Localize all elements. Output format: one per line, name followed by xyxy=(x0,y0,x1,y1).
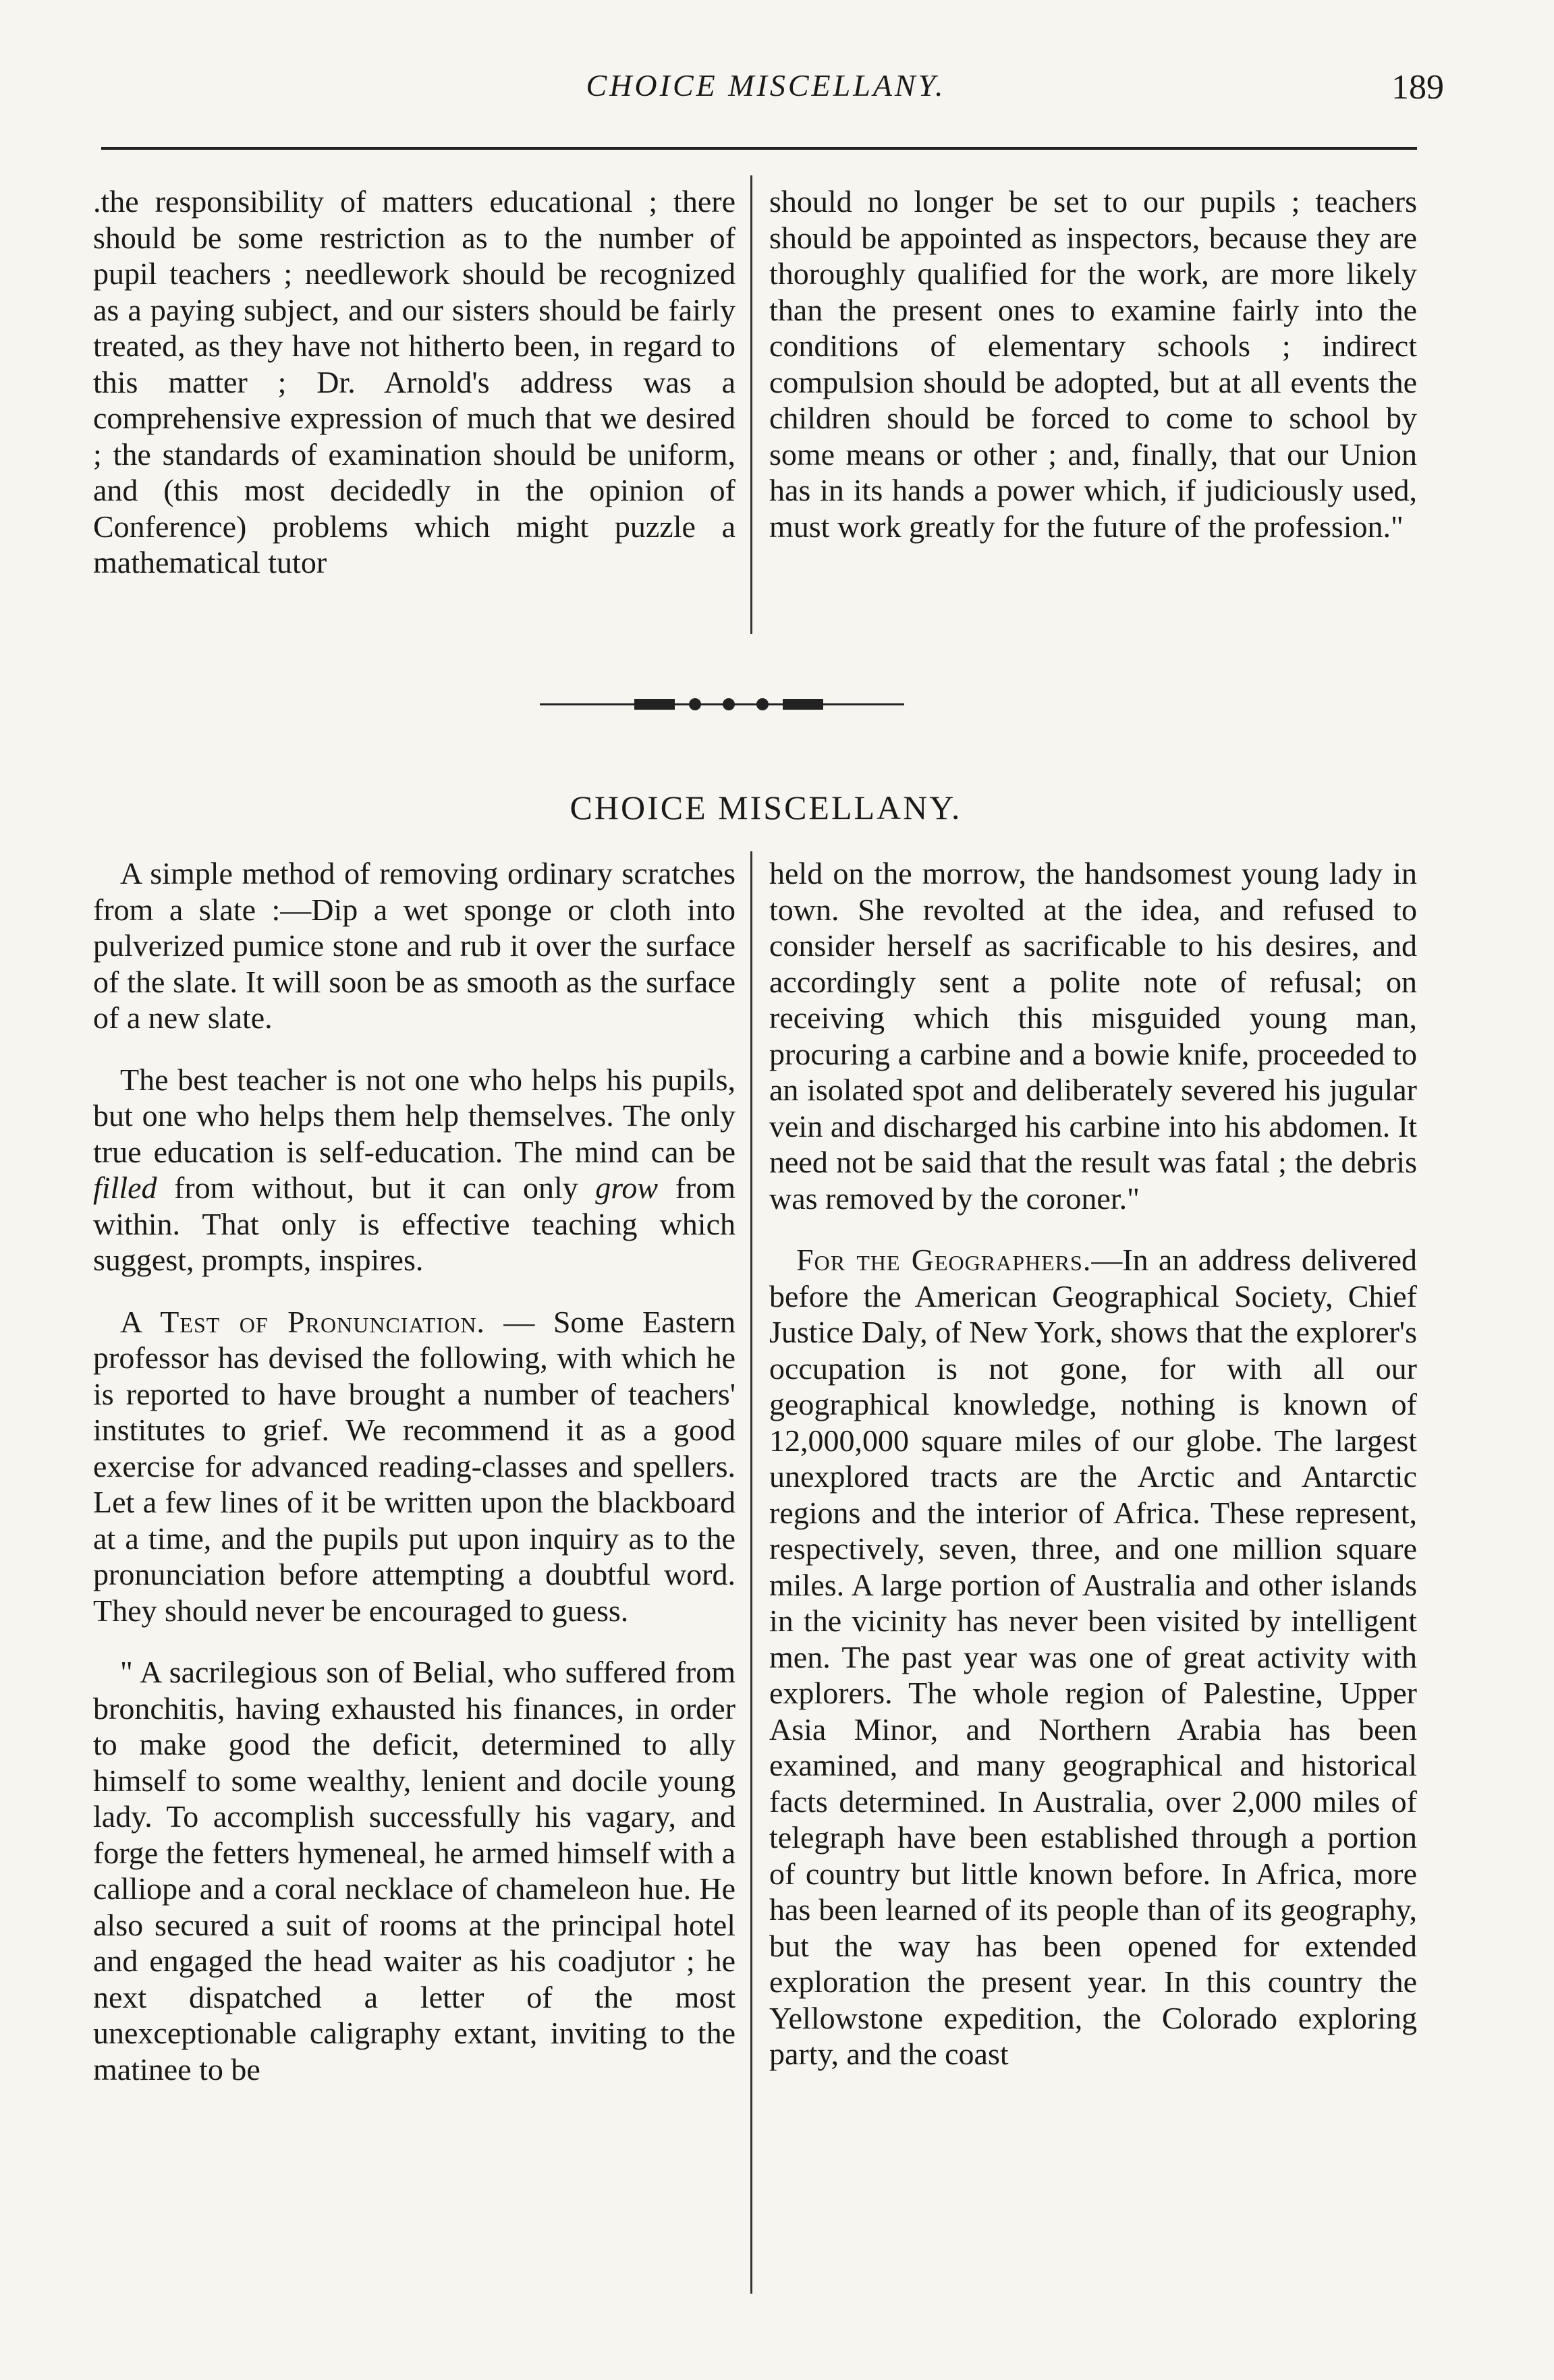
paragraph-slate: A simple method of removing ordinary scratches from a slate :—Dip a wet sponge or cloth into pulverized pumice stone and rub it over the surface of the slate. It will soon be as smooth as the surface of a new slate. xyxy=(93,856,736,1035)
paragraph-best-teacher xyxy=(93,1062,736,1278)
ornament-divider xyxy=(533,691,911,718)
header-rule xyxy=(101,147,1417,150)
bottom-left-column xyxy=(93,855,736,2113)
column-divider-top xyxy=(750,175,752,634)
text-segment: The best teacher is not one who helps his pupils, but one who helps them help themselves. The only true education is self-education. The mind can be xyxy=(93,1062,736,1169)
top-left-text: .the responsibility of matters educational ; there should be some restriction as to the number of pupil teachers ; needlework should be recognized as a paying subject, and our sisters should be fairly treated, as they have not hitherto been, in regard to this matter ; Dr. Arnold's address was a comprehensive expression of much that we desired ; the standards of examination should be uniform, and (this most decidedly in the opinion of Conference) problems which might puzzle a mathematical tutor xyxy=(93,184,736,579)
running-head xyxy=(88,67,1444,128)
page-number: 189 xyxy=(1391,68,1444,107)
paragraph-geographers xyxy=(769,1242,1417,2072)
running-title: CHOICE MISCELLANY. xyxy=(586,68,946,103)
top-left-column xyxy=(93,183,736,581)
paragraph-sacrilegious: " A sacrilegious son of Belial, who suffered from bronchitis, having exhausted his finances, in order to make good the deficit, determined to ally himself to some wealthy, lenient and docile young lady. To accomplish successfully his vagary, and forge the fetters hymeneal, he armed himself with a calliope and a coral necklace of chameleon hue. He also secured a suit of rooms at the principal hotel and engaged the head waiter as his coadjutor ; he next dispatched a letter of the most unexceptionable caligraphy extant, inviting to the matinee to be xyxy=(93,1655,736,2087)
text-segment: from without, but it can only xyxy=(157,1170,596,1205)
text-segment: from within. That only is effective teaching which suggest, prompts, inspires. xyxy=(93,1170,736,1277)
section-title: CHOICE MISCELLANY. xyxy=(570,789,962,826)
paragraph-pronunciation xyxy=(93,1304,736,1629)
bottom-right-column xyxy=(769,855,1417,2098)
top-right-text: should no longer be set to our pupils ; teachers should be appointed as inspectors, because they are thoroughly qualified for the work, are more likely than the present ones to examine fairly into the conditions of elementary schools ; indirect compulsion should be adopted, but at all events the children should be forced to come to school by some means or other ; and, finally, that our Union has in its hands a power which, if judiciously used, must work greatly for the future of the profession." xyxy=(769,184,1417,544)
top-right-column xyxy=(769,183,1417,544)
heading-for-the-geographers: For the Geographers. xyxy=(796,1243,1092,1277)
heading-test-of-pronunciation: A Test of Pronunciation. xyxy=(120,1304,485,1339)
italic-grow: grow xyxy=(595,1170,659,1205)
column-divider-bottom xyxy=(750,851,752,2294)
text-segment: — Some Eastern professor has devised the following, with which he is reported to have brought a number of teachers' institutes to grief. We recommend it as a good exercise for advanced reading-classes and spellers. Let a few lines of it be written upon the blackboard at a time, and the pupils put upon inquiry as to the pronunciation before attempting a doubtful word. They should never be encouraged to guess. xyxy=(93,1304,736,1628)
text-segment: —In an address delivered before the American Geographical Society, Chief Justice Daly, of New York, shows that the explorer's occupation is not gone, for with all our geographical knowledge, nothing is known of 12,000,000 square miles of our globe. The largest unexplored tracts are the Arctic and Antarctic regions and the interior of Africa. These represent, respectively, seven, three, and one million square miles. A large portion of Australia and other islands in the vicinity has never been visited by intelligent men. The past year was one of great activity with explorers. The whole region of Palestine, Upper Asia Minor, and Northern Arabia has been examined, and many geographical and historical facts determined. In Australia, over 2,000 miles of telegraph have been established through a portion of country but little known before. In Africa, more has been learned of its people than of its geography, but the way has been opened for extended exploration the present year. In this country the Yellowstone expedition, the Colorado exploring party, and the coast xyxy=(769,1243,1417,2071)
paragraph-continued: held on the morrow, the handsomest young lady in town. She revolted at the idea, and refused to consider herself as sacrificable to his desires, and accordingly sent a polite note of refusal; on receiving which this misguided young man, procuring a carbine and a bowie knife, proceeded to an isolated spot and deliberately severed his jugular vein and discharged his carbine into his abdomen. It need not be said that the result was fatal ; the debris was removed by the coroner." xyxy=(769,856,1417,1216)
italic-filled: filled xyxy=(93,1170,157,1205)
